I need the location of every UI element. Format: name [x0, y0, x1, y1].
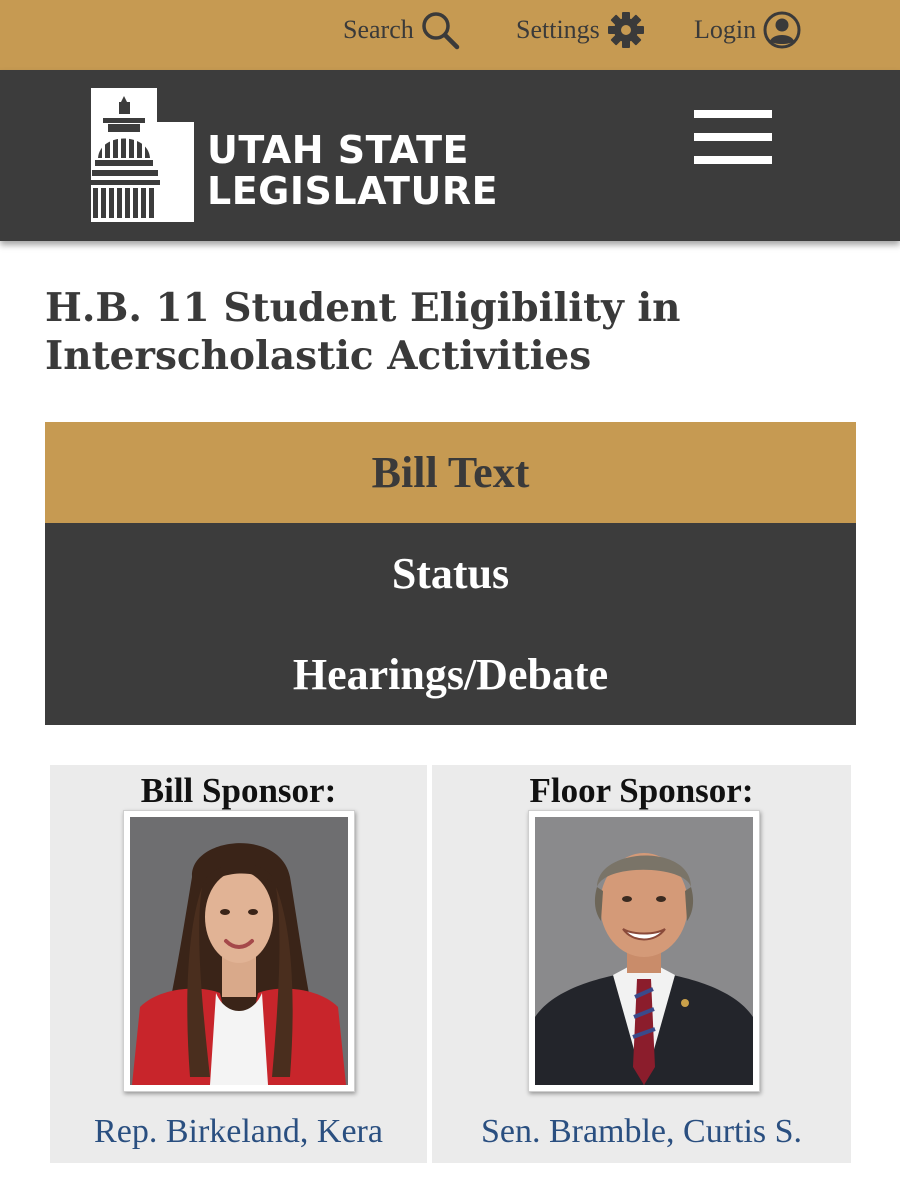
- search-icon: [420, 10, 460, 50]
- title-line-1: H.B. 11 Student Eligibility in: [45, 285, 681, 331]
- gear-icon: [606, 10, 646, 50]
- title-line-2: Interscholastic Activities: [45, 333, 592, 379]
- login-link[interactable]: [694, 8, 802, 52]
- floor-sponsor-photo[interactable]: [528, 810, 760, 1092]
- site-logo-text: [207, 130, 498, 212]
- portrait-man-icon: [535, 817, 753, 1085]
- menu-bar-bottom: [694, 156, 772, 164]
- logo-line-2: LEGISLATURE: [207, 169, 499, 213]
- site-header: [0, 70, 900, 241]
- settings-link[interactable]: [516, 8, 646, 52]
- utility-bar: [0, 0, 900, 70]
- bill-sponsor-name-link[interactable]: Rep. Birkeland, Kera: [94, 1113, 383, 1150]
- bill-tabs: [45, 422, 856, 725]
- bill-sponsor-heading: Bill Sponsor:: [140, 771, 337, 810]
- page-title: [45, 284, 845, 380]
- search-link[interactable]: [343, 8, 460, 52]
- bill-sponsor-card: [50, 765, 427, 1163]
- logo-line-1: UTAH STATE: [207, 128, 469, 172]
- floor-sponsor-card: [432, 765, 851, 1163]
- search-label: Search: [343, 15, 414, 44]
- user-icon: [762, 10, 802, 50]
- login-label: Login: [694, 15, 757, 44]
- floor-sponsor-heading: Floor Sponsor:: [529, 771, 754, 810]
- menu-bar-middle: [694, 133, 772, 141]
- settings-label: Settings: [516, 15, 600, 44]
- menu-button[interactable]: [694, 110, 774, 166]
- tab-status[interactable]: Status: [45, 523, 856, 624]
- tab-bill-text[interactable]: Bill Text: [45, 422, 856, 523]
- floor-sponsor-name-link[interactable]: Sen. Bramble, Curtis S.: [480, 1113, 803, 1150]
- portrait-woman-icon: [130, 817, 348, 1085]
- bill-sponsor-photo[interactable]: [123, 810, 355, 1092]
- menu-bar-top: [694, 110, 772, 118]
- tab-hearings-debate[interactable]: Hearings/Debate: [45, 624, 856, 725]
